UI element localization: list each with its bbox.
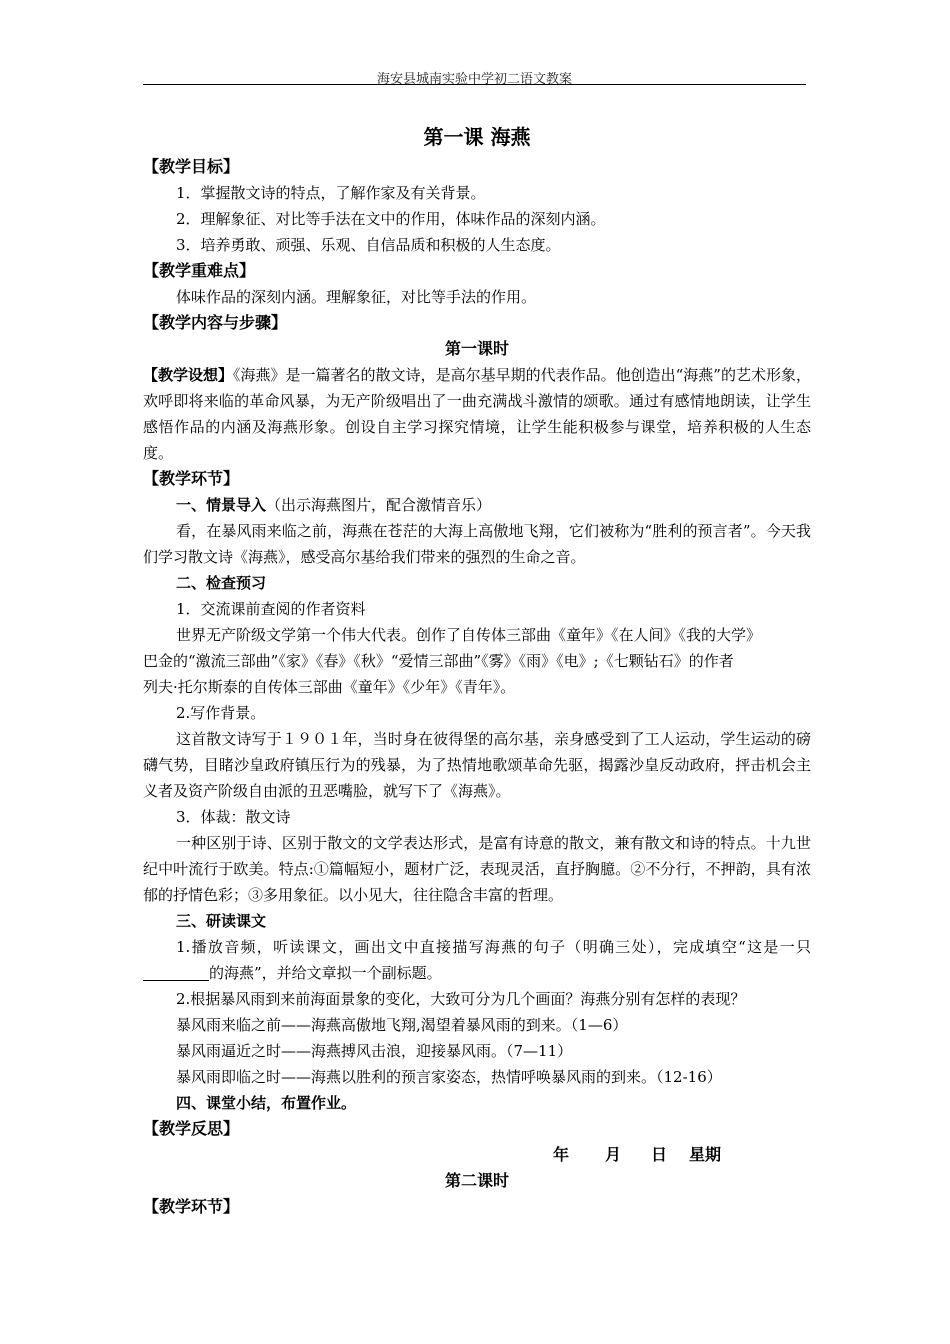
genre-text: 一种区别于诗、区别于散文的文学表达形式，是富有诗意的散文，兼有散文和诗的特点。十九世纪中叶流行于欧美。特点:①篇幅短小，题材广泛，表现灵活，直抒胸臆。②不分行，不押韵，具有浓郁的抒情色彩；③多用象征。以小见大，往往隐含丰富的哲理。 <box>143 834 811 904</box>
preview-text1: 世界无产阶级文学第一个伟大代表。创作了自传体三部曲《童年》《在人间》《我的大学》 <box>176 626 762 644</box>
lesson2-link-heading: 【教学环节】 <box>143 1197 240 1216</box>
link-heading: 【教学环节】 <box>143 469 240 488</box>
section-preview-label: 二、检查预习 <box>176 574 267 592</box>
design-label: 【教学设想】 <box>143 366 234 384</box>
study-q1-part-b: 的海燕”，并给文章拟一个副标题。 <box>209 964 442 982</box>
reflection-heading: 【教学反思】 <box>143 1119 240 1138</box>
study-answer-1: 暴风雨来临之前——海燕高傲地飞翔,渴望着暴风雨的到来。（1—6） <box>176 1016 628 1034</box>
goal-item: 2．理解象征、对比等手法在文中的作用，体味作品的深刻内涵。 <box>176 210 606 228</box>
intro-text: 看，在暴风雨来临之前，海燕在苍茫的大海上高傲地飞翔，它们被称为“胜利的预言者”。今天我们学习散文诗《海燕》，感受高尔基给我们带来的强烈的生命之音。 <box>143 522 811 566</box>
key-points-heading: 【教学重难点】 <box>143 261 256 280</box>
preview-sub2: 2.写作背景。 <box>176 704 266 722</box>
section-intro <box>143 492 811 518</box>
study-answer-2: 暴风雨逼近之时——海燕搏风击浪，迎接暴风雨。（7—11） <box>176 1042 573 1060</box>
lesson1-title: 第一课时 <box>444 339 509 358</box>
preview-sub3: 3．体裁：散文诗 <box>176 808 291 826</box>
section-summary-label: 四、课堂小结，布置作业。 <box>176 1094 357 1112</box>
steps-heading: 【教学内容与步骤】 <box>143 313 288 332</box>
study-q1-part-a: 1.播放音频，听读课文，画出文中直接描写海燕的句子（明确三处），完成填空“这是一只 <box>176 938 811 956</box>
section-intro-label: 一、情景导入 <box>176 496 267 514</box>
preview-text2: 巴金的“激流三部曲”《家》《春》《秋》“爱情三部曲”《雾》《雨》《电》;《七颗钻石》的作者 <box>143 652 734 670</box>
key-points-text: 体味作品的深刻内涵。理解象征，对比等手法的作用。 <box>176 288 537 306</box>
goal-item: 3．培养勇敢、顽强、乐观、自信品质和积极的人生态度。 <box>176 236 561 254</box>
header-divider <box>143 84 806 85</box>
section-study-label: 三、研读课文 <box>176 912 267 930</box>
design-paragraph <box>143 362 811 466</box>
page-title: 第一课 海燕 <box>423 125 531 149</box>
goal-item: 1．掌握散文诗的特点，了解作家及有关背景。 <box>176 184 486 202</box>
date-year: 年 <box>553 1145 570 1164</box>
fill-in-blank <box>143 964 209 981</box>
date-week: 星期 <box>689 1145 722 1164</box>
background-text: 这首散文诗写于１９０１年，当时身在彼得堡的高尔基，亲身感受到了工人运动，学生运动的磅礴气势，目睹沙皇政府镇压行为的残暴，为了热情地歌颂革命先驱，揭露沙皇反动政府，抨击机会主义者及资产阶级自由派的丑恶嘴脸，就写下了《海燕》。 <box>143 730 811 800</box>
design-text: 《海燕》是一篇著名的散文诗，是高尔基早期的代表作品。他创造出“海燕”的艺术形象，欢呼即将来临的革命风暴，为无产阶级唱出了一曲充满战斗激情的颂歌。通过有感情地朗读，让学生感悟作品的内涵及海燕形象。创设自主学习探究情境，让学生能积极参与课堂，培养积极的人生态度。 <box>143 366 811 462</box>
page-header: 海安县城南实验中学初二语文教案 <box>376 72 572 87</box>
study-answer-3: 暴风雨即临之时——海燕以胜利的预言家姿态，热情呼唤暴风雨的到来。（12-16） <box>176 1068 722 1086</box>
study-question-1 <box>143 934 811 986</box>
goals-heading: 【教学目标】 <box>143 157 240 176</box>
date-line <box>143 1142 811 1168</box>
preview-sub1: 1．交流课前查阅的作者资料 <box>176 600 366 618</box>
study-question-2: 2.根据暴风雨到来前海面景象的变化，大致可分为几个画面？海燕分别有怎样的表现？ <box>176 990 746 1008</box>
preview-text3: 列夫·托尔斯泰的自传体三部曲《童年》《少年》《青年》。 <box>143 678 516 696</box>
lesson2-title: 第二课时 <box>444 1171 509 1190</box>
section-intro-note: （出示海燕图片，配合激情音乐） <box>266 496 492 514</box>
date-month: 月 <box>605 1145 622 1164</box>
lesson-plan <box>143 120 811 1220</box>
date-day: 日 <box>651 1145 668 1164</box>
